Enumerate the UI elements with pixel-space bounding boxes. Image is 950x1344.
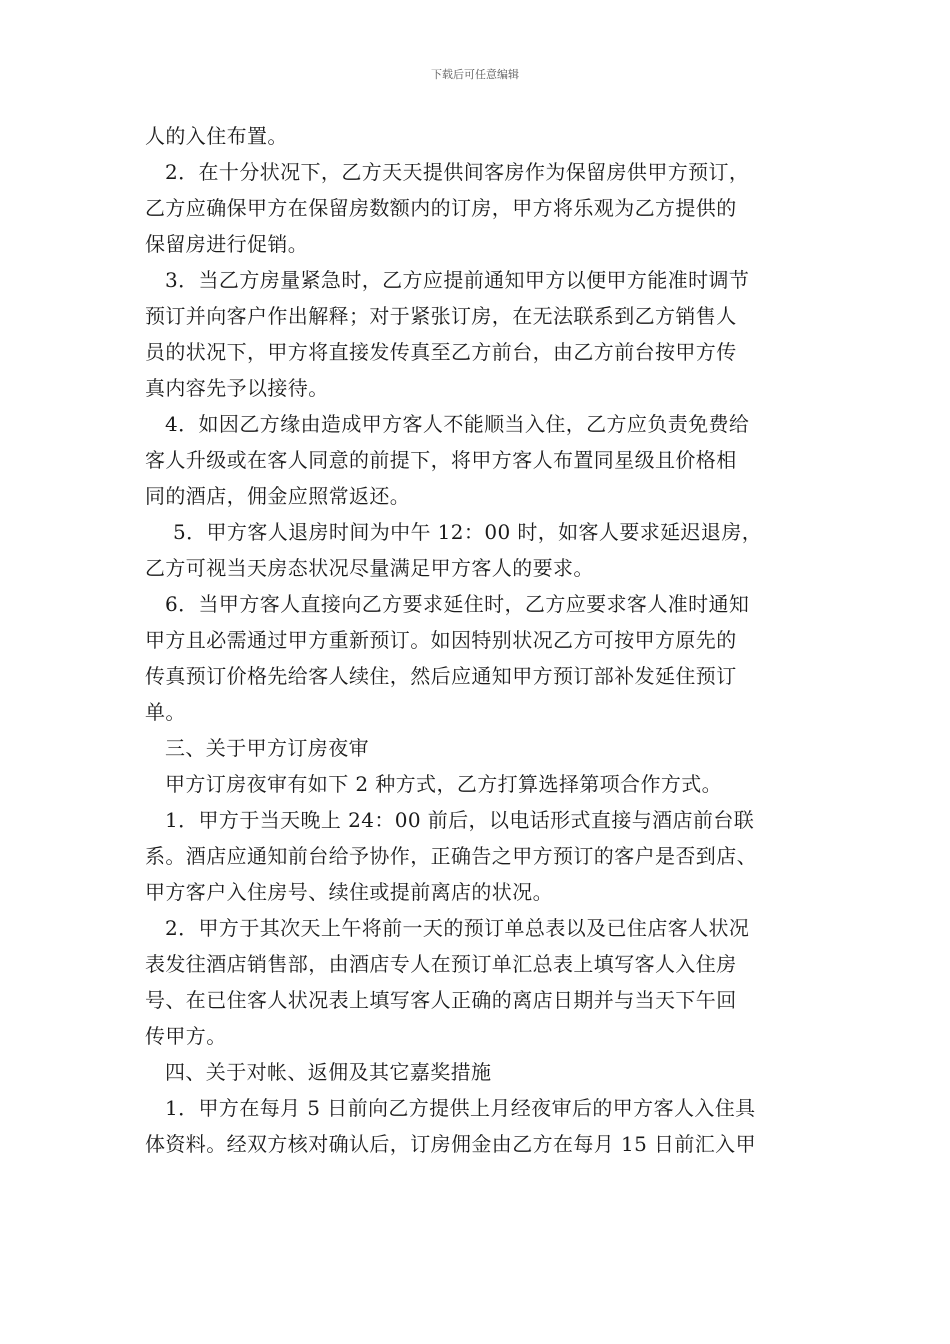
section-heading: 三、关于甲方订房夜审 <box>165 736 369 760</box>
text-line: 1．甲方在每月 5 日前向乙方提供上月经夜审后的甲方客人入住具 <box>165 1096 756 1120</box>
text-line: 2．在十分状况下，乙方天天提供间客房作为保留房供甲方预订， <box>165 160 750 184</box>
text-line: 乙方应确保甲方在保留房数额内的订房，甲方将乐观为乙方提供的 <box>145 196 737 220</box>
text-line: 传真预订价格先给客人续住，然后应通知甲方预订部补发延住预订 <box>145 664 737 688</box>
text-line: 1．甲方于当天晚上 24：00 前后，以电话形式直接与酒店前台联 <box>165 808 755 832</box>
text-line: 客人升级或在客人同意的前提下，将甲方客人布置同星级且价格相 <box>145 448 737 472</box>
text-line: 人的入住布置。 <box>145 124 288 148</box>
text-line: 表发往酒店销售部，由酒店专人在预订单汇总表上填写客人入住房 <box>145 952 737 976</box>
text-line: 同的酒店，佣金应照常返还。 <box>145 484 411 508</box>
section-heading: 四、关于对帐、返佣及其它嘉奖措施 <box>165 1060 492 1084</box>
text-line: 3．当乙方房量紧急时，乙方应提前通知甲方以便甲方能准时调节 <box>165 268 750 292</box>
text-line: 乙方可视当天房态状况尽量满足甲方客人的要求。 <box>145 556 594 580</box>
text-line: 5．甲方客人退房时间为中午 12：00 时，如客人要求延迟退房， <box>173 520 763 544</box>
text-line: 员的状况下，甲方将直接发传真至乙方前台，由乙方前台按甲方传 <box>145 340 737 364</box>
text-line: 甲方且必需通过甲方重新预订。如因特别状况乙方可按甲方原先的 <box>145 628 737 652</box>
text-line: 预订并向客户作出解释；对于紧张订房，在无法联系到乙方销售人 <box>145 304 737 328</box>
text-line: 系。酒店应通知前台给予协作，正确告之甲方预订的客户是否到店、 <box>145 844 757 868</box>
text-line: 保留房进行促销。 <box>145 232 309 256</box>
text-line: 甲方订房夜审有如下 2 种方式，乙方打算选择第项合作方式。 <box>165 772 723 796</box>
text-line: 单。 <box>145 700 186 724</box>
document-body <box>145 118 810 1162</box>
text-line: 甲方客户入住房号、续住或提前离店的状况。 <box>145 880 553 904</box>
text-line: 6．当甲方客人直接向乙方要求延住时，乙方应要求客人准时通知 <box>165 592 750 616</box>
text-line: 2．甲方于其次天上午将前一天的预订单总表以及已住店客人状况 <box>165 916 750 940</box>
text-line: 传甲方。 <box>145 1024 227 1048</box>
text-line: 真内容先予以接待。 <box>145 376 329 400</box>
text-line: 号、在已住客人状况表上填写客人正确的离店日期并与当天下午回 <box>145 988 737 1012</box>
text-line: 体资料。经双方核对确认后，订房佣金由乙方在每月 15 日前汇入甲 <box>145 1132 756 1156</box>
page-header: 下载后可任意编辑 <box>431 68 519 81</box>
text-line: 4．如因乙方缘由造成甲方客人不能顺当入住，乙方应负责免费给 <box>165 412 750 436</box>
